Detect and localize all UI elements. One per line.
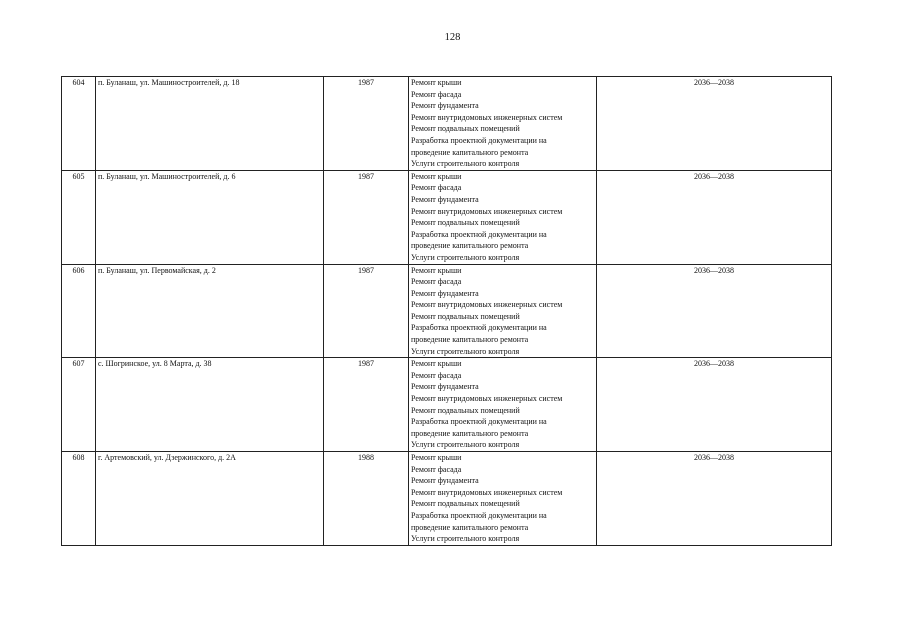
repair-work-item: Ремонт крыши bbox=[411, 171, 462, 181]
repair-work-item: Ремонт внутридомовых инженерных систем bbox=[411, 394, 563, 404]
repair-work-item: Ремонт фасада bbox=[411, 464, 462, 474]
repair-work-item: Ремонт подвальных помещений bbox=[411, 124, 520, 134]
repair-works-list bbox=[409, 452, 597, 546]
repair-work-item: Разработка проектной документации на bbox=[411, 510, 547, 520]
repair-period: 2036—2038 bbox=[597, 358, 832, 452]
repair-work-item: Ремонт фундамента bbox=[411, 288, 479, 298]
repair-works-list bbox=[409, 264, 597, 358]
repair-work-item: Услуги строительного контроля bbox=[411, 252, 520, 262]
repair-work-item: Разработка проектной документации на bbox=[411, 417, 547, 427]
construction-year: 1988 bbox=[324, 452, 409, 546]
repair-work-item: Ремонт крыши bbox=[411, 265, 462, 275]
construction-year: 1987 bbox=[324, 170, 409, 264]
table-row bbox=[62, 264, 832, 358]
repair-work-item: Ремонт внутридомовых инженерных систем bbox=[411, 300, 563, 310]
repair-work-item: Ремонт крыши bbox=[411, 359, 462, 369]
repair-work-item: Ремонт фасада bbox=[411, 277, 462, 287]
repair-work-item: Ремонт подвальных помещений bbox=[411, 405, 520, 415]
table-row bbox=[62, 170, 832, 264]
repair-work-item: Услуги строительного контроля bbox=[411, 440, 520, 450]
repair-period: 2036—2038 bbox=[597, 264, 832, 358]
repair-work-item: Ремонт фасада bbox=[411, 370, 462, 380]
repair-work-item: Ремонт фасада bbox=[411, 89, 462, 99]
repair-works-list bbox=[409, 170, 597, 264]
construction-year: 1987 bbox=[324, 264, 409, 358]
table-row bbox=[62, 77, 832, 171]
repair-period: 2036—2038 bbox=[597, 170, 832, 264]
repair-work-item: Услуги строительного контроля bbox=[411, 346, 520, 356]
repair-period: 2036—2038 bbox=[597, 452, 832, 546]
building-address: п. Буланаш, ул. Машиностроителей, д. 6 bbox=[96, 170, 324, 264]
row-number: 605 bbox=[62, 170, 96, 264]
repair-work-item: проведение капитального ремонта bbox=[411, 241, 529, 251]
repair-period: 2036—2038 bbox=[597, 77, 832, 171]
repair-works-list bbox=[409, 77, 597, 171]
repair-work-item: Ремонт фундамента bbox=[411, 476, 479, 486]
repair-work-item: Разработка проектной документации на bbox=[411, 229, 547, 239]
building-address: п. Буланаш, ул. Первомайская, д. 2 bbox=[96, 264, 324, 358]
table-row bbox=[62, 452, 832, 546]
repair-work-item: Услуги строительного контроля bbox=[411, 534, 520, 544]
repair-work-item: Ремонт внутридомовых инженерных систем bbox=[411, 112, 563, 122]
construction-year: 1987 bbox=[324, 358, 409, 452]
repair-works-list bbox=[409, 358, 597, 452]
repair-work-item: проведение капитального ремонта bbox=[411, 428, 529, 438]
row-number: 606 bbox=[62, 264, 96, 358]
repair-work-item: проведение капитального ремонта bbox=[411, 335, 529, 345]
repair-schedule-table bbox=[61, 76, 832, 546]
construction-year: 1987 bbox=[324, 77, 409, 171]
repair-work-item: Ремонт крыши bbox=[411, 453, 462, 462]
building-address: г. Артемовский, ул. Дзержинского, д. 2А bbox=[96, 452, 324, 546]
repair-work-item: Разработка проектной документации на bbox=[411, 135, 547, 145]
repair-work-item: Ремонт внутридомовых инженерных систем bbox=[411, 206, 563, 216]
repair-work-item: проведение капитального ремонта bbox=[411, 522, 529, 532]
repair-work-item: Ремонт крыши bbox=[411, 78, 462, 87]
row-number: 607 bbox=[62, 358, 96, 452]
building-address: п. Буланаш, ул. Машиностроителей, д. 18 bbox=[96, 77, 324, 171]
repair-work-item: проведение капитального ремонта bbox=[411, 147, 529, 157]
building-address: с. Шогринское, ул. 8 Марта, д. 38 bbox=[96, 358, 324, 452]
row-number: 608 bbox=[62, 452, 96, 546]
repair-work-item: Разработка проектной документации на bbox=[411, 323, 547, 333]
repair-work-item: Ремонт фундамента bbox=[411, 382, 479, 392]
row-number: 604 bbox=[62, 77, 96, 171]
repair-work-item: Ремонт фундамента bbox=[411, 194, 479, 204]
table-row bbox=[62, 358, 832, 452]
repair-work-item: Услуги строительного контроля bbox=[411, 159, 520, 169]
repair-work-item: Ремонт подвальных помещений bbox=[411, 311, 520, 321]
repair-work-item: Ремонт фундамента bbox=[411, 101, 479, 111]
repair-work-item: Ремонт подвальных помещений bbox=[411, 499, 520, 509]
repair-work-item: Ремонт подвальных помещений bbox=[411, 218, 520, 228]
repair-work-item: Ремонт внутридомовых инженерных систем bbox=[411, 487, 563, 497]
repair-work-item: Ремонт фасада bbox=[411, 183, 462, 193]
page-number: 128 bbox=[444, 32, 461, 43]
